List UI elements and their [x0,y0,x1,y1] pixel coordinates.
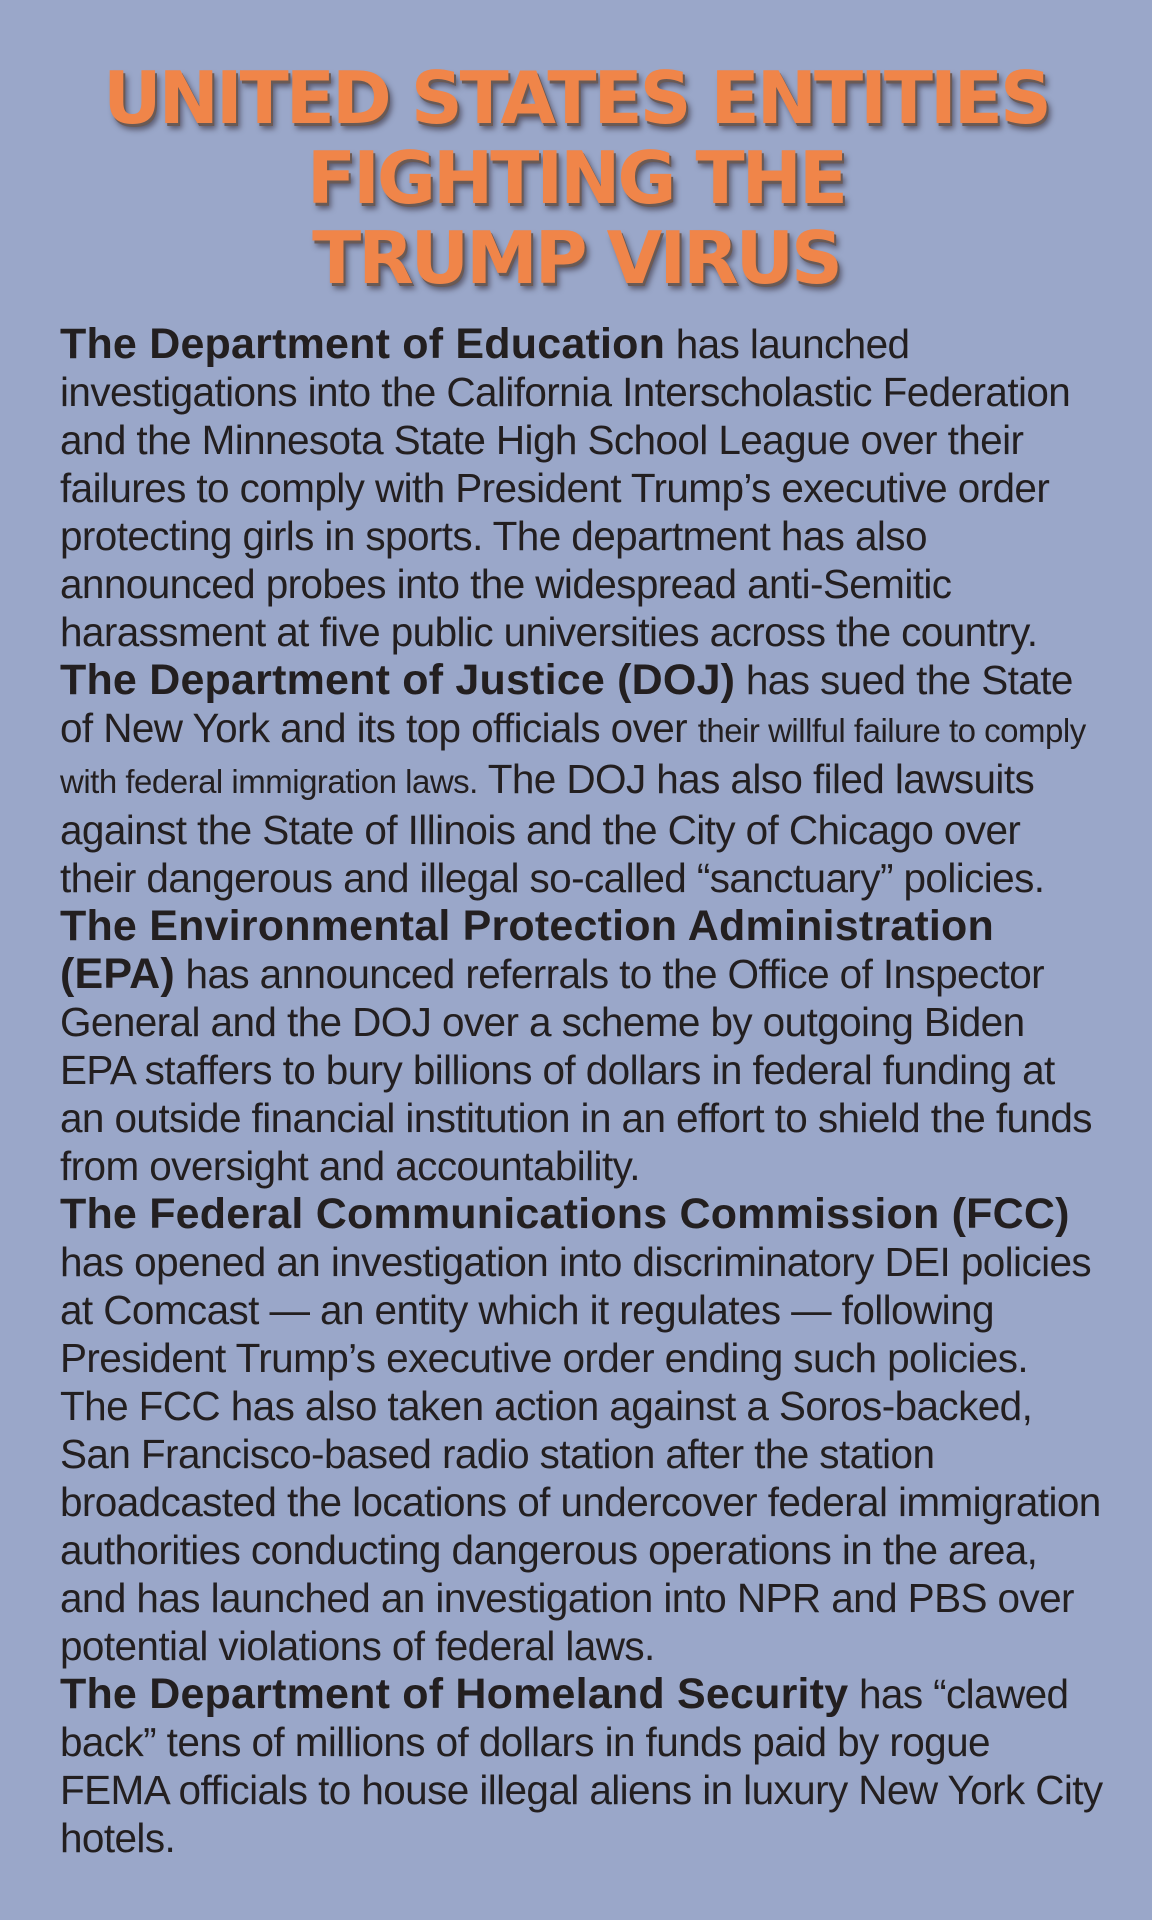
headline [0,58,1152,298]
entry-name-education: The Department of Education [60,320,666,368]
entry-text-education: has launched investigations into the California Interscholastic Federation and the Minnesota State High School League over their failures to comply with President Trump’s executive order protecting girls in sports. The department has also announced probes into the widespread anti-Semitic harassment at five public universities across the country. [60,321,1071,655]
headline-line-3: TRUMP VIRUS [312,216,840,300]
body-text [60,320,1105,1862]
entry-education [60,320,1105,656]
entry-text-homeland-security: has “clawed back” tens of millions of dollars in funds paid by rogue FEMA officials to house illegal aliens in luxury New York City hotels. [60,1671,1103,1861]
entry-text-justice-b: The DOJ has also filed lawsuits against the State of Illinois and the City of Chicago over their dangerous and illegal so-called “sanctuary” policies. [60,756,1045,901]
entry-name-homeland-security: The Department of Homeland Security [60,1670,849,1718]
entry-text-justice-a: has sued the State of New York and its top officials over [60,657,1073,751]
entry-name-epa: The Environmental Protection Administration (EPA) [60,902,994,998]
entry-text-fcc: has opened an investigation into discriminatory DEI policies at Comcast — an entity which it regulates — following President Trump’s executive order ending such policies. The FCC has also taken action against a Soros-backed, San Francisco-based radio station after the station broadcasted the locations of undercover federal immigration authorities conducting dangerous operations in the area, and has launched an investigation into NPR and PBS over potential violations of federal laws. [60,1239,1101,1669]
entry-homeland-security [60,1670,1105,1862]
entry-name-fcc: The Federal Communications Commission (FCC) [60,1190,1070,1238]
entry-fcc [60,1190,1105,1670]
entry-epa [60,902,1105,1190]
entry-justice [60,656,1105,902]
headline-line-1: UNITED STATES ENTITIES [103,56,1049,140]
entry-text-justice-small: their willful failure to comply with federal immigration laws. [60,712,1086,800]
entry-text-epa: has announced referrals to the Office of Inspector General and the DOJ over a scheme by outgoing Biden EPA staffers to bury billions of dollars in federal funding at an outside financial institution in an effort to shield the funds from oversight and accountability. [60,951,1092,1189]
entry-name-justice: The Department of Justice (DOJ) [60,656,736,704]
headline-line-2: FIGHTING THE [306,136,846,220]
